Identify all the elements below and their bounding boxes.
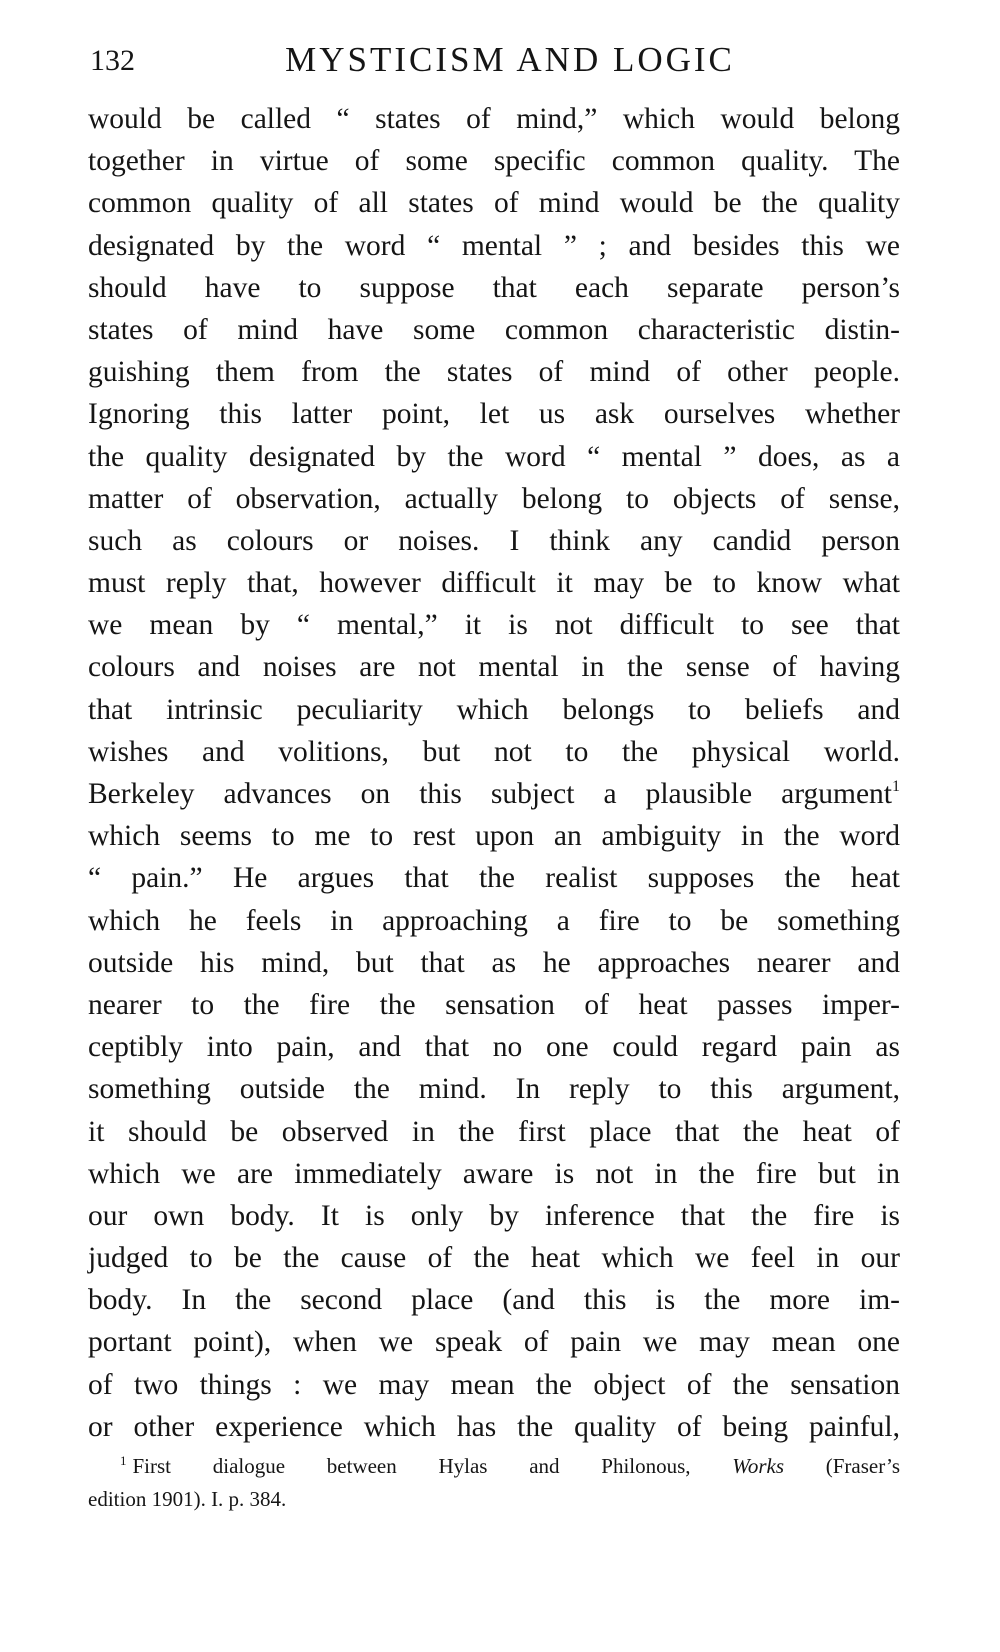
text-line: of two things : we may mean the object of the sensation [88,1368,900,1401]
running-title: MYSTICISM AND LOGIC [285,40,735,79]
page-header [90,40,900,90]
text-line: body. In the second place (and this is the more im- [88,1284,900,1317]
text-line: which we are immediately aware is not in the fire but in [88,1157,900,1190]
text-line: matter of observation, actually belong to objects of sense, [88,482,900,515]
footnote-work-title: Works [732,1454,785,1478]
text-line: would be called “ states of mind,” which would belong [88,103,900,135]
text-line: or other experience which has the quality of being painful, [88,1410,900,1443]
text-line: designated by the word “ mental ” ; and besides this we [88,229,900,262]
text-line: such as colours or noises. I think any candid person [88,524,900,557]
text-line: together in virtue of some specific common quality. The [88,145,900,178]
footnote-reference[interactable]: 1 [892,778,900,795]
text-line: which seems to me to rest upon an ambiguity in the word [88,820,900,853]
text-line: should have to suppose that each separate person’s [88,271,900,304]
text-line: wishes and volitions, but not to the physical world. [88,735,900,768]
footnote-marker: 1 [120,1453,127,1468]
text-line: portant point), when we speak of pain we may mean one [88,1326,900,1359]
text-line: we mean by “ mental,” it is not difficult to see that [88,609,900,642]
footnote-text: First dialogue between Hylas and Philonous, [132,1454,691,1478]
text-line: the quality designated by the word “ mental ” does, as a [88,440,900,473]
footnote [88,1450,900,1516]
text-line: it should be observed in the first place that the heat of [88,1115,900,1148]
text-line-with-footnote-ref [88,773,900,815]
text-line: states of mind have some common characteristic distin- [88,313,900,346]
text-line: nearer to the fire the sensation of heat passes imper- [88,988,900,1021]
text-line: something outside the mind. In reply to this argument, [88,1073,900,1106]
text-line: must reply that, however difficult it may be to know what [88,567,900,600]
page-number: 132 [90,44,135,77]
text-line: guishing them from the states of mind of other people. [88,356,900,389]
text-line: outside his mind, but that as he approaches nearer and [88,946,900,979]
footnote-line [88,1450,900,1483]
footnote-text: (Fraser’s [825,1454,901,1478]
text-line: common quality of all states of mind would be the quality [88,187,900,220]
text-line-content: Berkeley advances on this subject a plausible argument [88,778,892,810]
text-line: ceptibly into pain, and that no one could regard pain as [88,1031,900,1064]
text-line: that intrinsic peculiarity which belongs to beliefs and [88,693,900,726]
text-line: which he feels in approaching a fire to be something [88,904,900,937]
text-line: judged to be the cause of the heat which we feel in our [88,1242,900,1275]
text-line: colours and noises are not mental in the sense of having [88,651,900,684]
text-line: Ignoring this latter point, let us ask ourselves whether [88,398,900,431]
text-line: “ pain.” He argues that the realist supposes the heat [88,862,900,895]
text-line: our own body. It is only by inference that the fire is [88,1199,900,1232]
footnote-line: edition 1901). I. p. 384. [88,1487,287,1511]
body-text [88,98,900,1448]
